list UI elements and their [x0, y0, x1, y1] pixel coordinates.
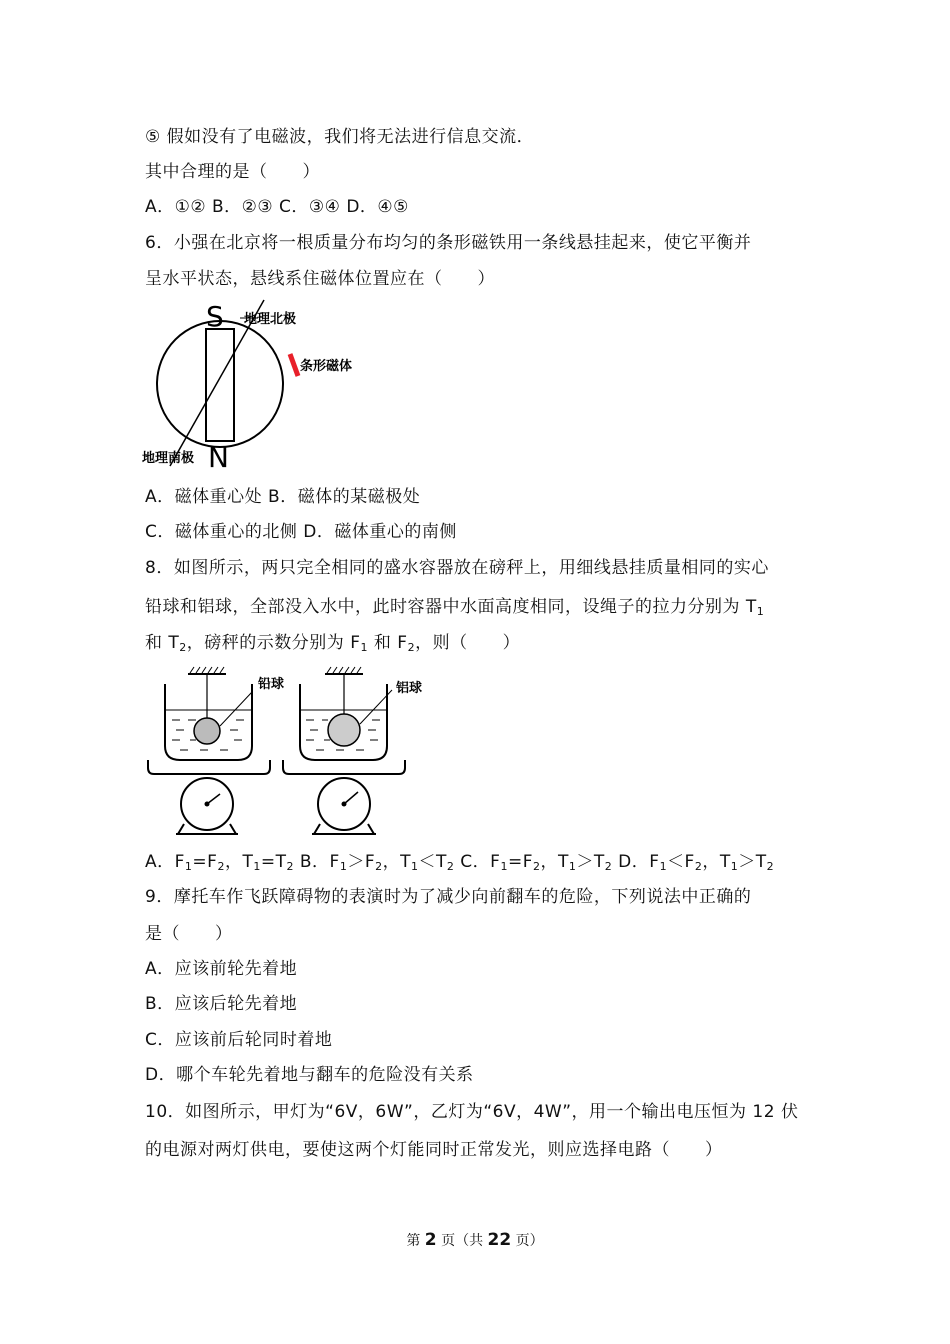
- q6-options-cd: C．磁体重心的北侧 D．磁体重心的南侧: [145, 522, 457, 542]
- q9-option-a: A．应该前轮先着地: [145, 959, 298, 979]
- magnet-marker: [290, 354, 298, 376]
- geographic-south-label: 地理南极: [142, 451, 195, 466]
- south-pole-label: S: [206, 300, 224, 333]
- q5-question-prompt: 其中合理的是（ ）: [145, 162, 320, 182]
- bar-magnet-label: 条形磁体: [300, 359, 353, 374]
- q9-stem-line-1: 9．摩托车作飞跃障碍物的表演时为了减少向前翻车的危险，下列说法中正确的: [145, 887, 752, 907]
- q9-stem-line-2: 是（ ）: [145, 924, 233, 944]
- q8-options: A．$F_1=F_2$，$T_1=T_2$ B．$F_1>F_2$，$T_1<T_2$ C．$F_1=F_2$，$T_1>T_2$ D．$F_1<F_2$，$T_1>T_2$: [145, 852, 775, 873]
- q9-option-c: C．应该前后轮同时着地: [145, 1030, 333, 1050]
- q8-stem-line-3: 和 $T_2$，磅秤的示数分别为 $F_1$ 和 $F_2$，则（ ）: [145, 633, 521, 654]
- current-page-number: 2: [424, 1230, 437, 1250]
- lead-ball-apparatus: [148, 667, 284, 834]
- q6-stem-line-2: 呈水平状态，悬线系住磁体位置应在（ ）: [145, 269, 495, 289]
- north-pole-label: N: [208, 441, 229, 471]
- q9-option-b: B．应该后轮先着地: [145, 994, 298, 1014]
- q9-option-d: D．哪个车轮先着地与翻车的危险没有关系: [145, 1065, 474, 1085]
- q8-figure: [140, 664, 450, 842]
- aluminum-ball-label: 铝球: [396, 681, 423, 696]
- q5-statement-5: ⑤ 假如没有了电磁波，我们将无法进行信息交流．: [145, 127, 535, 147]
- lead-ball-label: 铅球: [258, 677, 285, 692]
- q10-stem-line-2: 的电源对两灯供电，要使这两个灯能同时正常发光，则应选择电路（ ）: [145, 1140, 723, 1160]
- aluminum-ball-apparatus: [283, 667, 422, 834]
- q10-stem-line-1: 10．如图所示，甲灯为“6V，6W”，乙灯为“6V，4W”，用一个输出电压恒为 12 伏: [145, 1102, 799, 1122]
- q5-options: A．①② B．②③ C．③④ D．④⑤: [145, 197, 409, 217]
- q6-options-ab: A．磁体重心处 B．磁体的某磁极处: [145, 487, 421, 507]
- page-footer: 第 2 页（共 22 页）: [406, 1230, 544, 1250]
- q8-stem-line-2: 铅球和铝球，全部没入水中，此时容器中水面高度相同，设绳子的拉力分别为 $T_1$: [145, 597, 765, 618]
- q8-stem-line-1: 8．如图所示，两只完全相同的盛水容器放在磅秤上，用细线悬挂质量相同的实心: [145, 558, 769, 578]
- total-page-count: 22: [487, 1230, 512, 1250]
- q6-figure: [140, 296, 370, 471]
- q6-stem-line-1: 6．小强在北京将一根质量分布均匀的条形磁铁用一条线悬挂起来，使它平衡并: [145, 233, 752, 253]
- geographic-north-label: 地理北极: [244, 312, 297, 327]
